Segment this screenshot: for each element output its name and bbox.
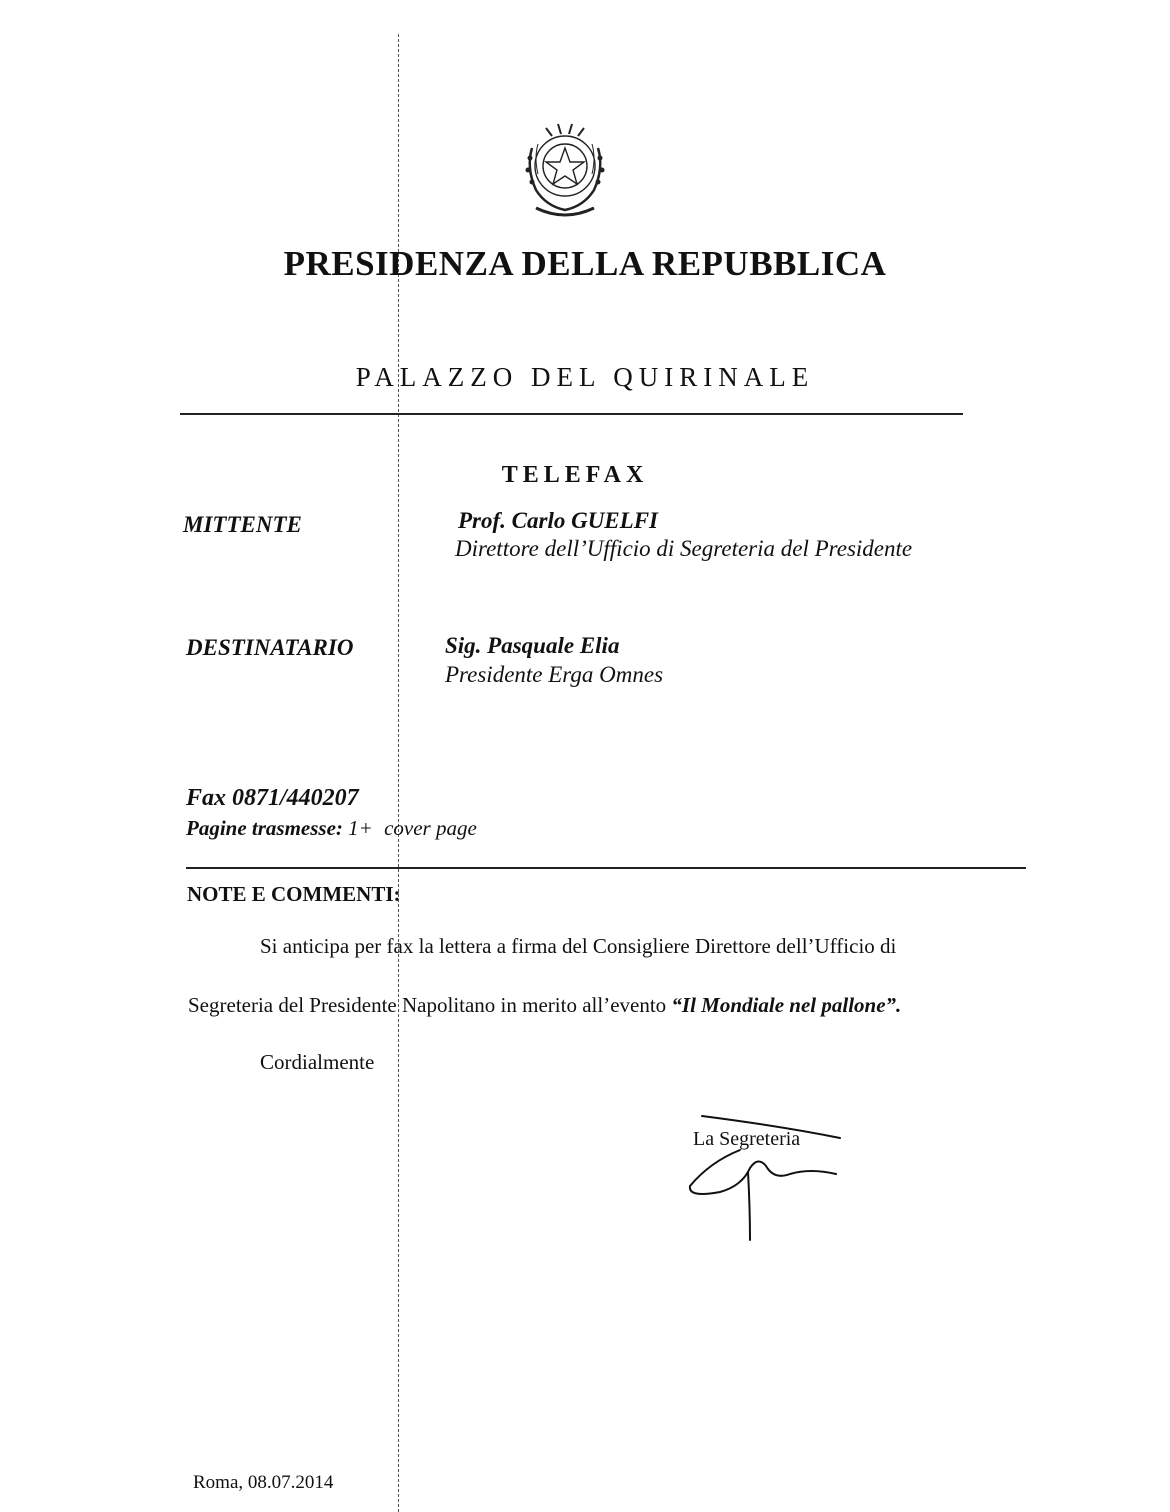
document-date: Roma, 08.07.2014 xyxy=(193,1472,334,1493)
pages-transmitted xyxy=(186,816,477,841)
closing: Cordialmente xyxy=(260,1050,375,1074)
pages-suffix: cover page xyxy=(384,816,477,840)
event-name: “Il Mondiale nel pallone”. xyxy=(671,993,902,1017)
header-divider xyxy=(180,413,963,415)
notes-heading: NOTE E COMMENTI: xyxy=(187,882,401,906)
doc-type-heading: TELEFAX xyxy=(501,462,649,488)
pages-value: 1+ xyxy=(348,816,373,840)
recipient-role: Presidente Erga Omnes xyxy=(445,662,664,687)
notes-line-1: Si anticipa per fax la lettera a firma del Consigliere Direttore dell’Ufficio di xyxy=(260,934,897,958)
coat-of-arms-emblem xyxy=(516,118,614,220)
handwritten-signature xyxy=(680,1108,850,1248)
page-title: PRESIDENZA DELLA REPUBBLICA xyxy=(283,244,887,283)
pages-label: Pagine trasmesse: xyxy=(186,816,343,840)
sender-label: MITTENTE xyxy=(183,512,302,537)
notes-line-2 xyxy=(188,993,901,1018)
notes-line-2-text: Segreteria del Presidente Napolitano in merito all’evento xyxy=(188,993,667,1017)
notes-divider xyxy=(186,867,1026,869)
signature-label: La Segreteria xyxy=(693,1128,801,1150)
page-subtitle: PALAZZO DEL QUIRINALE xyxy=(355,362,815,392)
recipient-label: DESTINATARIO xyxy=(186,635,354,660)
fax-number: Fax 0871/440207 xyxy=(186,785,359,811)
recipient-name: Sig. Pasquale Elia xyxy=(445,633,620,658)
sender-name: Prof. Carlo GUELFI xyxy=(458,508,658,533)
sender-role: Direttore dell’Ufficio di Segreteria del Presidente xyxy=(455,536,913,561)
